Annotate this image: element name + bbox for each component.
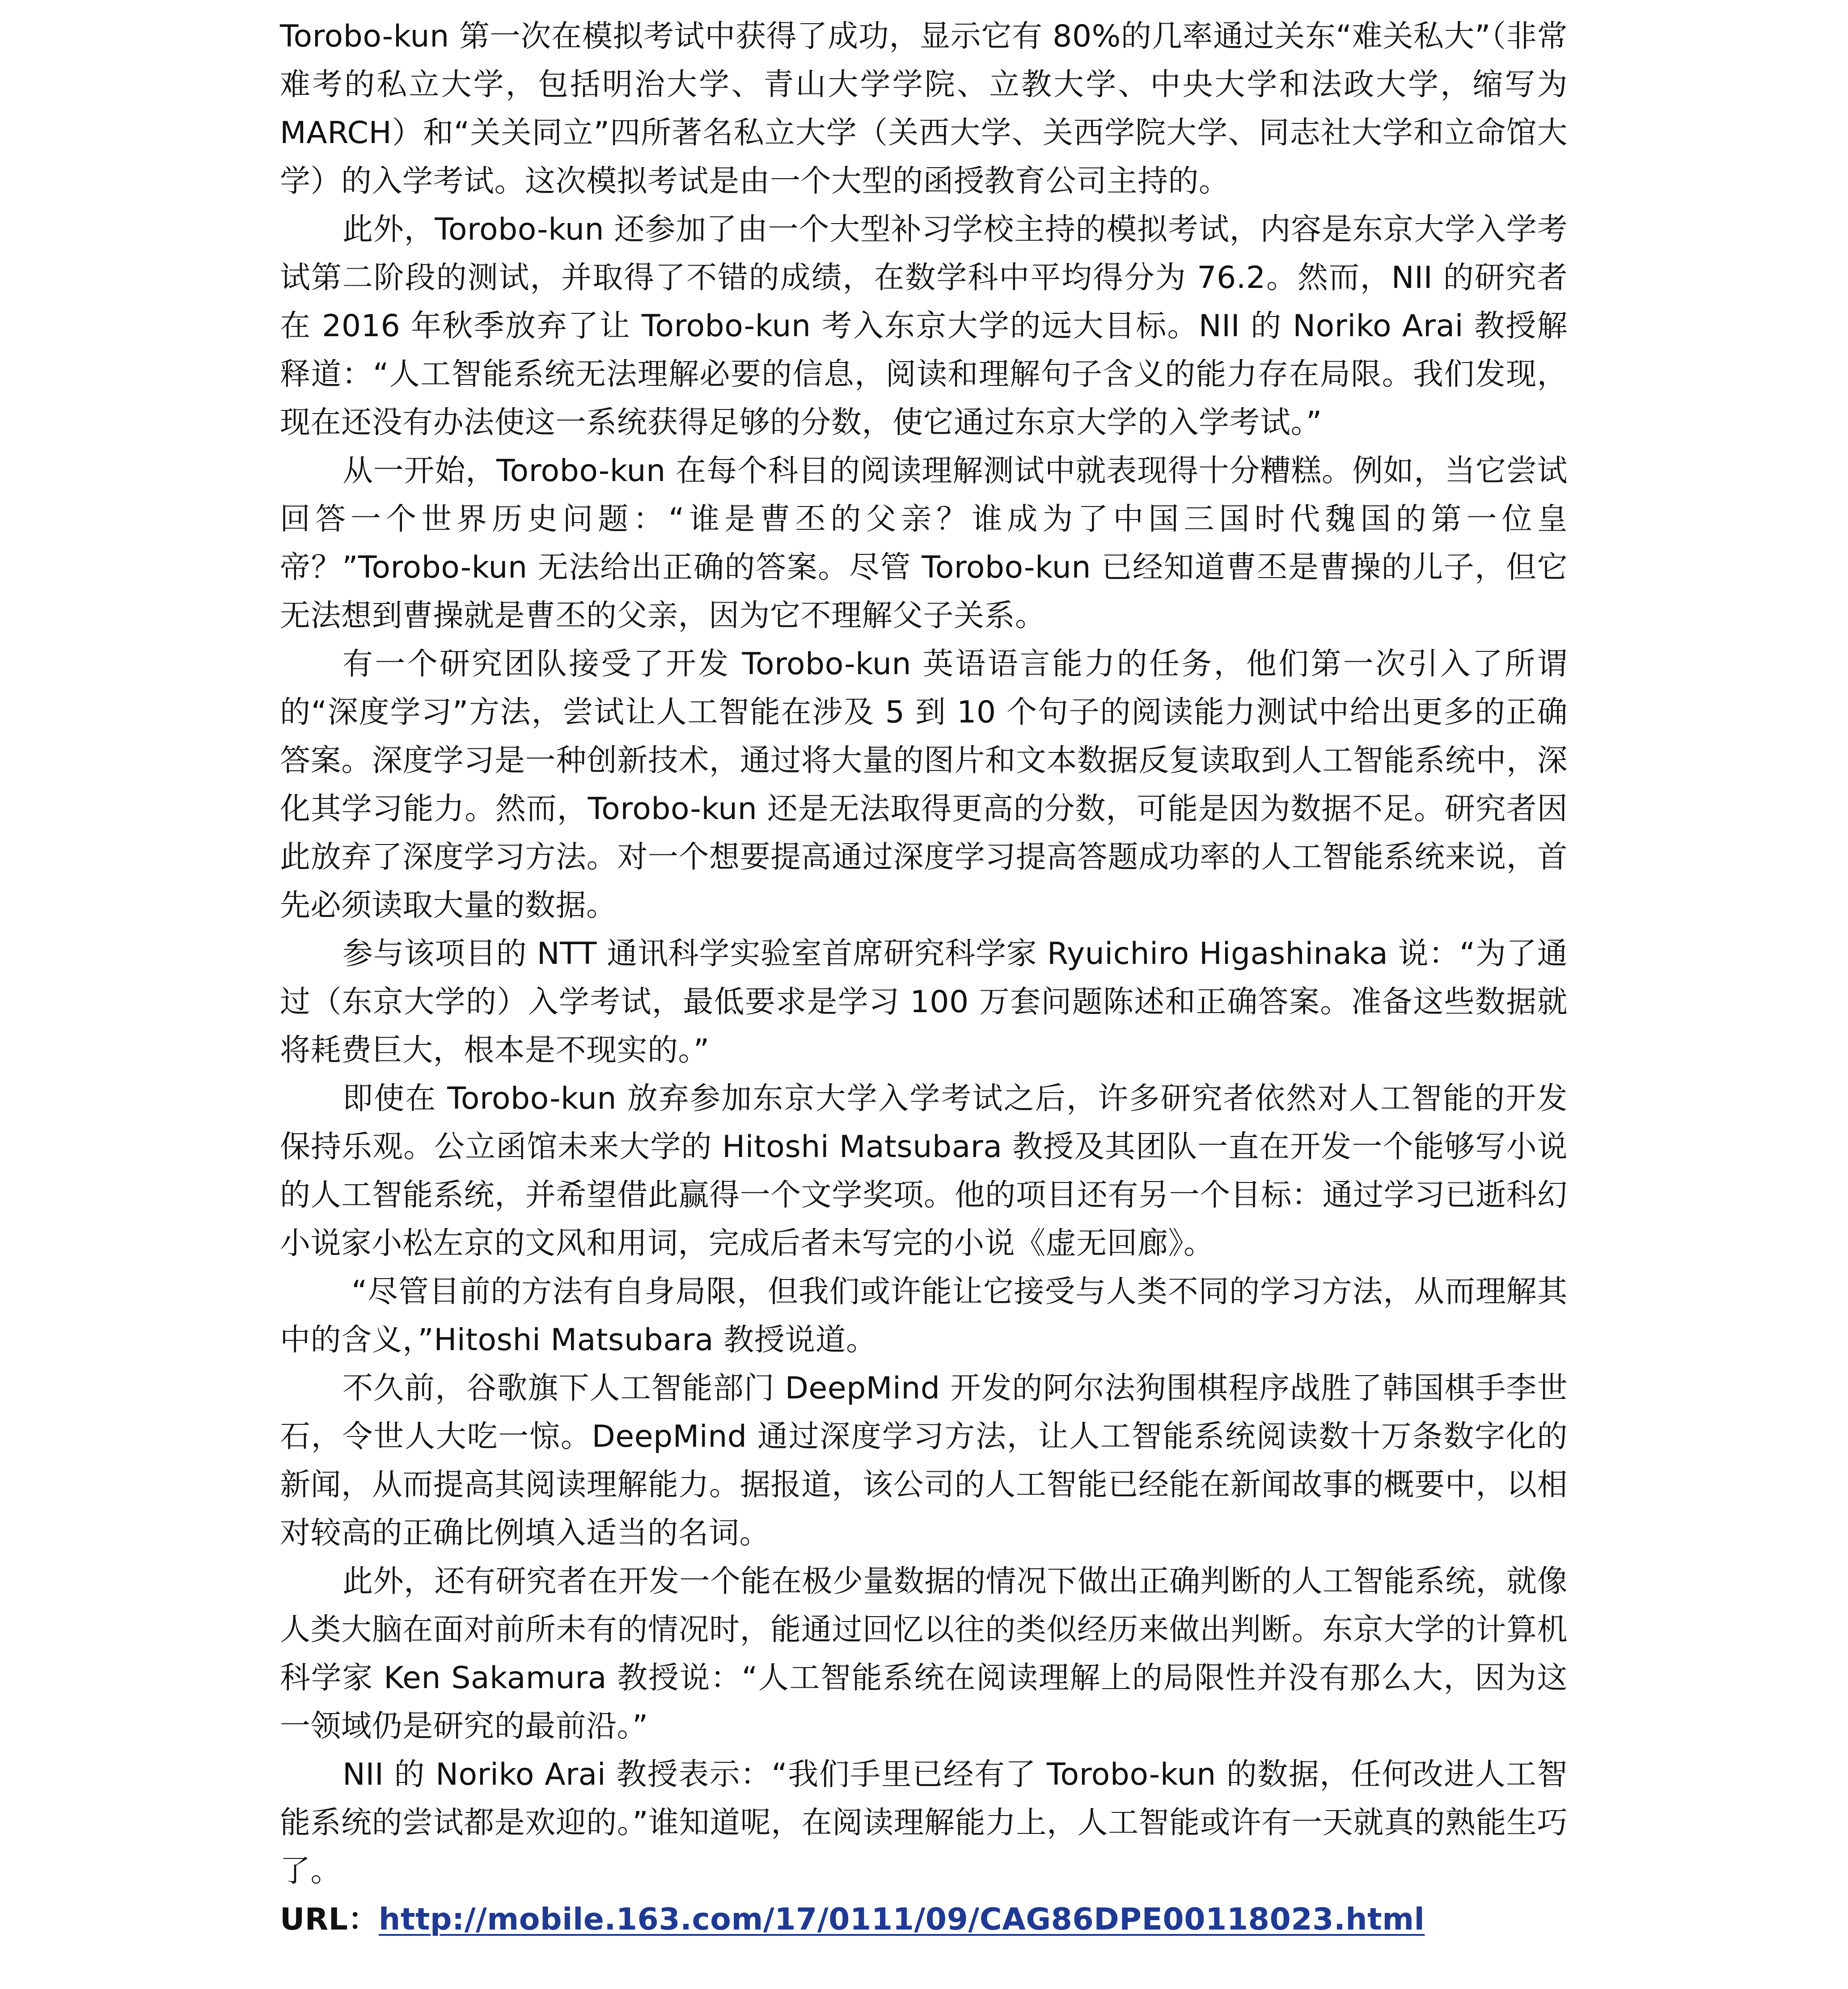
paragraph-8: 不久前，谷歌旗下人工智能部门 DeepMind 开发的阿尔法狗围棋程序战胜了韩国棋手李世石，令世人大吃一惊。DeepMind 通过深度学习方法，让人工智能系统阅读数十万条数字化的新闻，从而提高其阅读理解能力。据报道，该公司的人工智能已经能在新闻故事的概要中，以相对较高的正确比例填入适当的名词。 (280, 1371, 1568, 1551)
url-label: URL： (280, 1902, 379, 1937)
paragraph-6: 即使在 Torobo-kun 放弃参加东京大学入学考试之后，许多研究者依然对人工智能的开发保持乐观。公立函馆未来大学的 Hitoshi Matsubara 教授及其团队一直在开发一个能够写小说的人工智能系统，并希望借此赢得一个文学奖项。他的项目还有另一个目标：通过学习已逝科幻小说家小松左京的文风和用词，完成后者未写完的小说《虚无回廊》。 (280, 1081, 1568, 1261)
paragraph-5: 参与该项目的 NTT 通讯科学实验室首席研究科学家 Ryuichiro Higashinaka 说：“为了通过（东京大学的）入学考试，最低要求是学习 100 万套问题陈述和正确答案。准备这些数据就将耗费巨大，根本是不现实的。” (280, 936, 1568, 1068)
article-body (280, 13, 1568, 1944)
paragraph-1: Torobo-kun 第一次在模拟考试中获得了成功，显示它有 80%的几率通过关东“难关私大”（非常难考的私立大学，包括明治大学、青山大学学院、立教大学、中央大学和法政大学，缩写为 MARCH）和“关关同立”四所著名私立大学（关西大学、关西学院大学、同志社大学和立命馆大学）的入学考试。这次模拟考试是由一个大型的函授教育公司主持的。 (280, 19, 1568, 199)
source-url-line (280, 1896, 1568, 1944)
paragraph-2: 此外，Torobo-kun 还参加了由一个大型补习学校主持的模拟考试，内容是东京大学入学考试第二阶段的测试，并取得了不错的成绩，在数学科中平均得分为 76.2。然而，NII 的研究者在 2016 年秋季放弃了让 Torobo-kun 考入东京大学的远大目标。NII 的 Noriko Arai 教授解释道：“人工智能系统无法理解必要的信息，阅读和理解句子含义的能力存在局限。我们发现，现在还没有办法使这一系统获得足够的分数，使它通过东京大学的入学考试。” (280, 212, 1568, 440)
paragraph-10: NII 的 Noriko Arai 教授表示：“我们手里已经有了 Torobo-kun 的数据，任何改进人工智能系统的尝试都是欢迎的。”谁知道呢，在阅读理解能力上，人工智能或许有一天就真的熟能生巧了。 (280, 1757, 1568, 1889)
paragraph-7: “尽管目前的方法有自身局限，但我们或许能让它接受与人类不同的学习方法，从而理解其中的含义，”Hitoshi Matsubara 教授说道。 (280, 1274, 1568, 1358)
paragraph-3: 从一开始，Torobo-kun 在每个科目的阅读理解测试中就表现得十分糟糕。例如，当它尝试回答一个世界历史问题：“谁是曹丕的父亲？谁成为了中国三国时代魏国的第一位皇帝？”Torobo-kun 无法给出正确的答案。尽管 Torobo-kun 已经知道曹丕是曹操的儿子，但它无法想到曹操就是曹丕的父亲，因为它不理解父子关系。 (280, 453, 1568, 633)
paragraph-4: 有一个研究团队接受了开发 Torobo-kun 英语语言能力的任务，他们第一次引入了所谓的“深度学习”方法，尝试让人工智能在涉及 5 到 10 个句子的阅读能力测试中给出更多的正确答案。深度学习是一种创新技术，通过将大量的图片和文本数据反复读取到人工智能系统中，深化其学习能力。然而，Torobo-kun 还是无法取得更高的分数，可能是因为数据不足。研究者因此放弃了深度学习方法。对一个想要提高通过深度学习提高答题成功率的人工智能系统来说，首先必须读取大量的数据。 (280, 646, 1568, 923)
paragraph-9: 此外，还有研究者在开发一个能在极少量数据的情况下做出正确判断的人工智能系统，就像人类大脑在面对前所未有的情况时，能通过回忆以往的类似经历来做出判断。东京大学的计算机科学家 Ken Sakamura 教授说：“人工智能系统在阅读理解上的局限性并没有那么大，因为这一领域仍是研究的最前沿。” (280, 1564, 1568, 1744)
source-url-link[interactable]: http://mobile.163.com/17/0111/09/CAG86DPE00118023.html (378, 1902, 1425, 1937)
